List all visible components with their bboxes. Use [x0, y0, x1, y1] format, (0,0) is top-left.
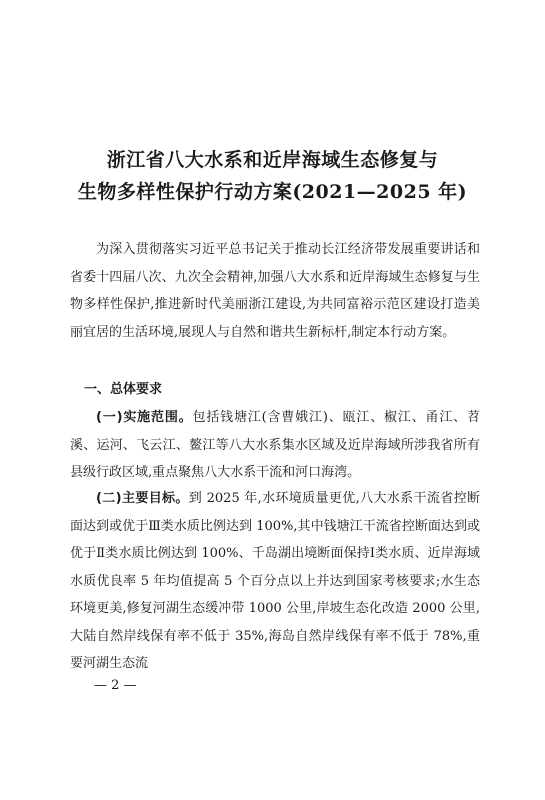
item-text-scope: 包括钱塘江(含曹娥江)、瓯江、椒江、甬江、苕溪、运河、飞云江、鳌江等八大水系集水区域及近岸海域所涉我省所有县级行政区域,重点聚焦八大水系干流和河口海湾。: [70, 410, 480, 480]
paragraph-main-objectives: [70, 485, 480, 678]
item-text-objectives: 到 2025 年,水环境质量更优,八大水系干流省控断面达到或优于Ⅲ类水质比例达到 100%,其中钱塘江干流省控断面达到或优于Ⅱ类水质比例达到 100%、千岛湖出境断面保持Ⅰ类水质、近岸海域水质优良率 5 年均值提高 5 个百分点以上并达到国家考核要求;水生态环境更美,修复河湖生态缓冲带 1000 公里,岸坡生态化改造 2000 公里,大陆自然岸线保有率不低于 35%,海岛自然岸线保有率不低于 78%,重要河湖生态流: [70, 491, 480, 671]
item-label-objectives: (二)主要目标。: [96, 491, 189, 506]
document-title-line-1: 浙江省八大水系和近岸海域生态修复与: [106, 149, 439, 171]
item-label-scope: (一)实施范围。: [96, 410, 193, 425]
paragraph-implementation-scope: [70, 404, 480, 487]
section-heading-general-requirements: 一、总体要求: [84, 382, 163, 397]
document-title-line-2: 生物多样性保护行动方案(2021—2025 年): [77, 181, 468, 203]
intro-paragraph: 为深入贯彻落实习近平总书记关于推动长江经济带发展重要讲话和省委十四届八次、九次全会精神,加强八大水系和近岸海域生态修复与生物多样性保护,推进新时代美丽浙江建设,为共同富裕示范区建设打造美丽宜居的生活环境,展现人与自然和谐共生新标杆,制定本行动方案。: [70, 242, 480, 340]
page-number: — 2 —: [94, 678, 137, 693]
